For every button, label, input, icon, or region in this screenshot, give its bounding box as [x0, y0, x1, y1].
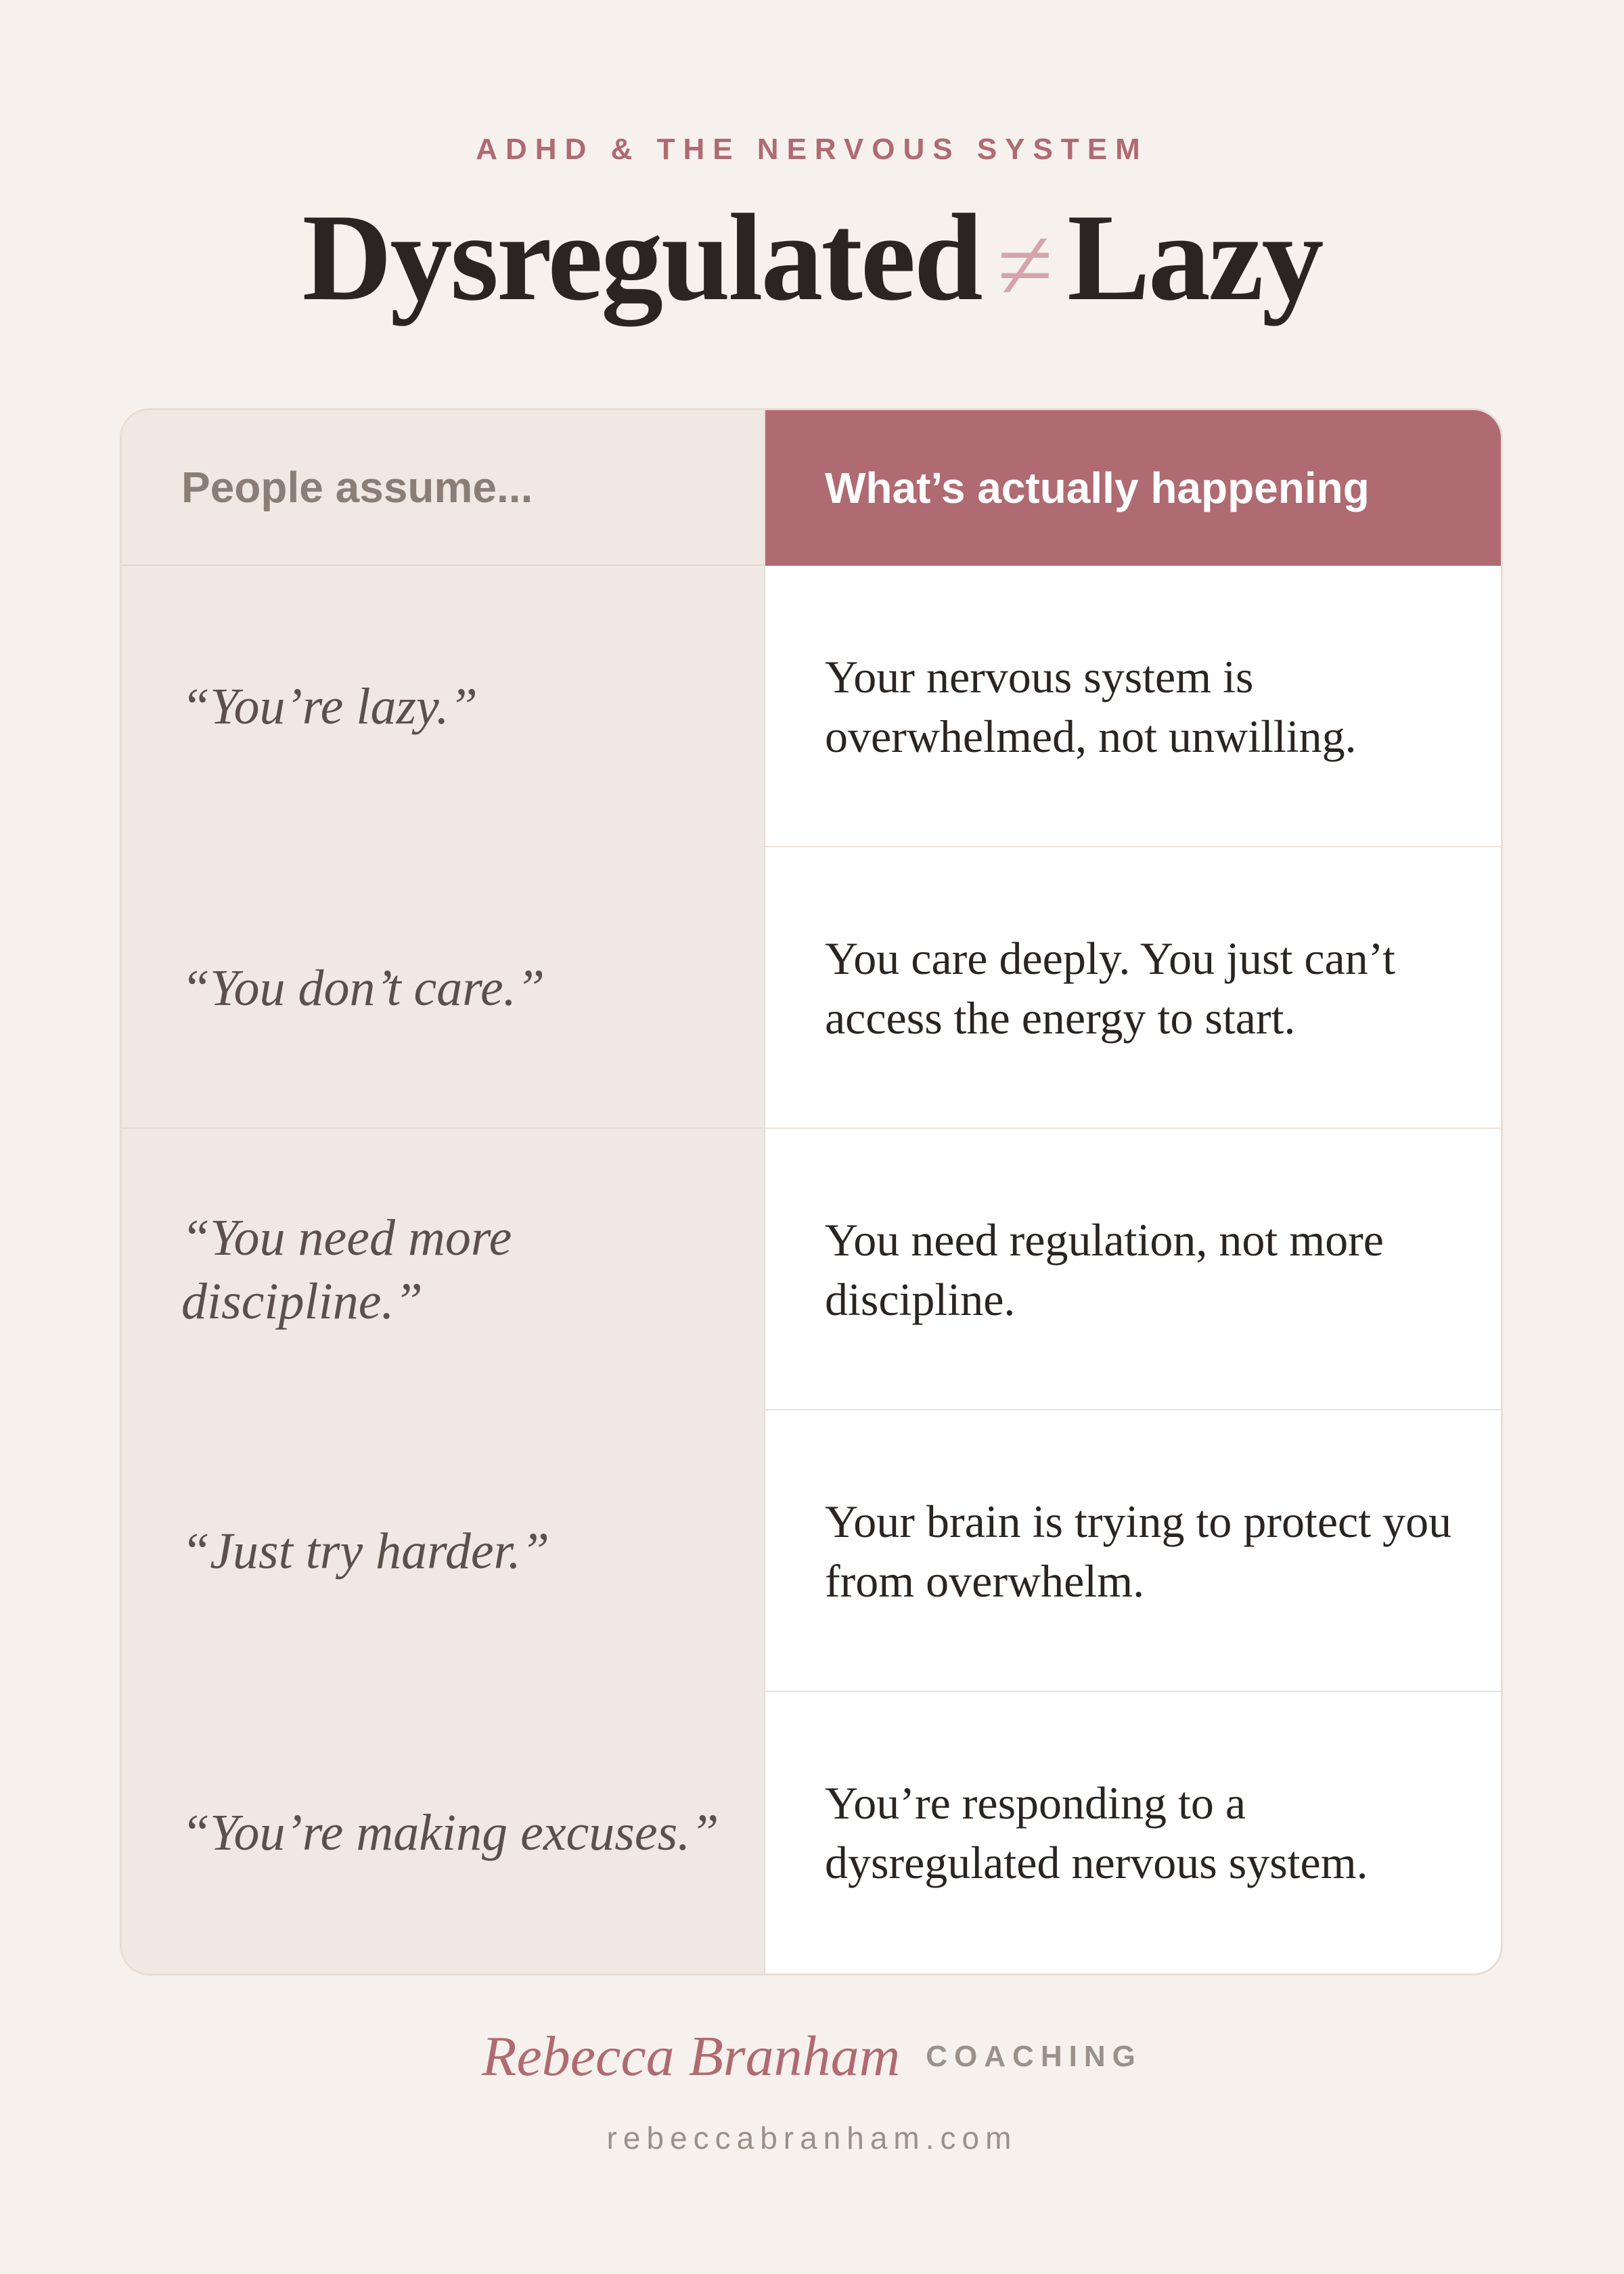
brand-subtitle: COACHING: [926, 2039, 1142, 2073]
column-header-assume: People assume...: [122, 410, 765, 566]
brand-name: Rebecca Branham: [482, 2025, 901, 2088]
reality-cell: You care deeply. You just can’t access the energy to start.: [825, 933, 1396, 1044]
column-header-happening: What’s actually happening: [765, 410, 1501, 566]
table-row: [122, 1692, 1501, 1974]
assumption-cell: “You don’t care.”: [181, 960, 545, 1017]
assumption-cell: “Just try harder.”: [181, 1523, 550, 1580]
title-right: Lazy: [1067, 188, 1322, 326]
reality-cell: You’re responding to a dysregulated nervous system.: [825, 1777, 1368, 1888]
eyebrow-heading: ADHD & THE NERVOUS SYSTEM: [476, 133, 1148, 166]
comparison-table: [120, 408, 1503, 1976]
title-left: Dysregulated: [302, 188, 981, 326]
table-row: [122, 847, 1501, 1129]
not-equal-symbol: ≠: [997, 209, 1052, 321]
reality-cell: Your nervous system is overwhelmed, not unwilling.: [825, 651, 1357, 762]
footer-brand: [0, 2024, 1624, 2089]
reality-cell: Your brain is trying to protect you from overwhelm.: [825, 1496, 1452, 1607]
assumption-cell: “You’re lazy.”: [181, 678, 478, 735]
table-row: [122, 566, 1501, 847]
table-row: [122, 1410, 1501, 1692]
page-title: [0, 183, 1624, 340]
website-url: rebeccabranham.com: [606, 2120, 1018, 2156]
assumption-cell: “You’re making excuses.”: [181, 1804, 719, 1861]
table-row: [122, 1129, 1501, 1410]
reality-cell: You need regulation, not more discipline.: [825, 1214, 1384, 1325]
assumption-cell: “You need more discipline.”: [181, 1209, 512, 1330]
